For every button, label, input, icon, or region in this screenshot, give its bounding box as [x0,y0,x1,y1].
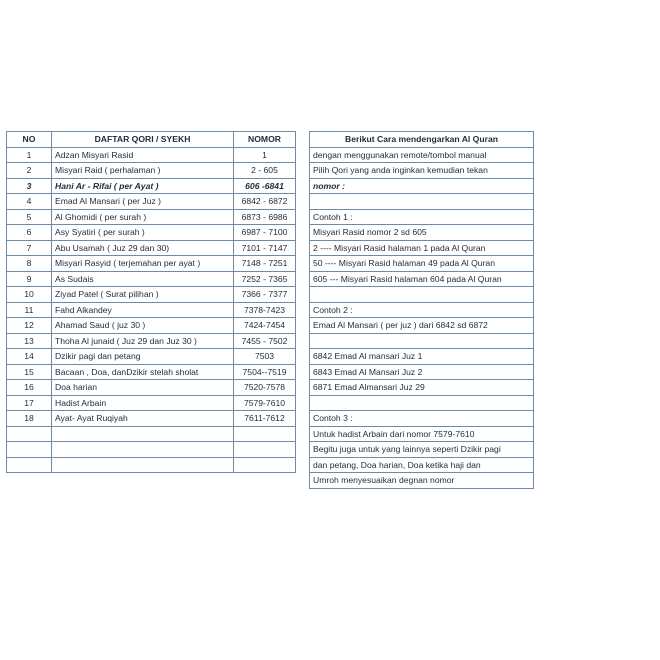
instructions-header-row [310,132,534,148]
row-number: 9 [7,271,52,287]
instruction-row [310,194,534,210]
table-row [7,240,296,256]
qori-nomor: 7455 - 7502 [234,333,296,349]
qori-nomor: 2 - 605 [234,163,296,179]
instruction-line: dengan menggunakan remote/tombol manual [310,147,534,163]
qori-name [52,442,234,458]
row-number: 15 [7,364,52,380]
table-row [7,271,296,287]
table-row [7,395,296,411]
table-row [7,380,296,396]
table-row [7,318,296,334]
qori-nomor: 7503 [234,349,296,365]
table-row [7,194,296,210]
instruction-row [310,333,534,349]
instruction-row [310,147,534,163]
instruction-line: Begitu juga untuk yang lainnya seperti Dzikir pagi [310,442,534,458]
qori-name: Dzikir pagi dan petang [52,349,234,365]
table-row [7,163,296,179]
table-row [7,333,296,349]
table-row [7,147,296,163]
qori-name: Misyari Rasyid ( terjemahan per ayat ) [52,256,234,272]
qori-name: Adzan Misyari Rasid [52,147,234,163]
qori-name [52,457,234,473]
row-number: 13 [7,333,52,349]
instruction-line: Misyari Rasid nomor 2 sd 605 [310,225,534,241]
qori-nomor: 7148 - 7251 [234,256,296,272]
table-row [7,411,296,427]
table-row [7,302,296,318]
qori-nomor: 7378-7423 [234,302,296,318]
table-row [7,442,296,458]
qori-name: Ahamad Saud ( juz 30 ) [52,318,234,334]
qori-nomor: 606 -6841 [234,178,296,194]
instruction-row [310,287,534,303]
row-number: 3 [7,178,52,194]
instruction-line [310,194,534,210]
qori-nomor: 7424-7454 [234,318,296,334]
instruction-row [310,302,534,318]
row-number: 4 [7,194,52,210]
row-number: 12 [7,318,52,334]
qori-nomor: 7611-7612 [234,411,296,427]
qori-nomor [234,426,296,442]
instruction-row [310,318,534,334]
instruction-line [310,395,534,411]
qori-nomor: 6987 - 7100 [234,225,296,241]
instruction-row [310,364,534,380]
qori-nomor: 6873 - 6986 [234,209,296,225]
qori-name: Al Ghomidi ( per surah ) [52,209,234,225]
row-number: 8 [7,256,52,272]
row-number: 10 [7,287,52,303]
instructions-body [310,147,534,488]
instruction-line: dan petang, Doa harian, Doa ketika haji dan [310,457,534,473]
instruction-row [310,426,534,442]
row-number: 11 [7,302,52,318]
qori-name: Ayat- Ayat Ruqiyah [52,411,234,427]
row-number: 16 [7,380,52,396]
row-number: 6 [7,225,52,241]
instructions-title: Berikut Cara mendengarkan Al Quran [310,132,534,148]
row-number: 17 [7,395,52,411]
row-number: 7 [7,240,52,256]
instruction-line: nomor : [310,178,534,194]
row-number: 18 [7,411,52,427]
instruction-row [310,225,534,241]
qori-name: Misyari Raid ( perhalaman ) [52,163,234,179]
qori-name: Thoha Al junaid ( Juz 29 dan Juz 30 ) [52,333,234,349]
table-row [7,426,296,442]
instruction-row [310,473,534,489]
qori-table-body [7,147,296,473]
row-number: 5 [7,209,52,225]
qori-name: As Sudais [52,271,234,287]
instruction-row [310,240,534,256]
table-row [7,349,296,365]
row-number [7,426,52,442]
instruction-line: Contoh 1 : [310,209,534,225]
instruction-line: 6843 Emad Al Mansari Juz 2 [310,364,534,380]
instruction-row [310,411,534,427]
row-number [7,457,52,473]
instruction-row [310,178,534,194]
header-nomor: NOMOR [234,132,296,148]
instruction-line: 6871 Emad Almansari Juz 29 [310,380,534,396]
qori-name: Doa harian [52,380,234,396]
instruction-line: Contoh 2 : [310,302,534,318]
instruction-line [310,333,534,349]
instruction-line [310,287,534,303]
header-daftar-qori: DAFTAR QORI / SYEKH [52,132,234,148]
qori-nomor [234,442,296,458]
instruction-line: Emad Al Mansari ( per juz ) dari 6842 sd 6872 [310,318,534,334]
qori-list-table [6,131,296,473]
table-row [7,256,296,272]
table-row [7,178,296,194]
instruction-line: 50 ---- Misyari Rasid halaman 49 pada Al Quran [310,256,534,272]
instruction-line: Pilih Qori yang anda inginkan kemudian tekan [310,163,534,179]
instruction-row [310,442,534,458]
qori-nomor: 7504--7519 [234,364,296,380]
instructions-table [309,131,534,489]
row-number [7,442,52,458]
instruction-row [310,457,534,473]
table-row [7,225,296,241]
instruction-row [310,271,534,287]
table-row [7,287,296,303]
instruction-line: Contoh 3 : [310,411,534,427]
qori-nomor [234,457,296,473]
row-number: 2 [7,163,52,179]
instruction-row [310,209,534,225]
instruction-line: 605 --- Misyari Rasid halaman 604 pada Al Quran [310,271,534,287]
qori-name: Emad Al Mansari ( per Juz ) [52,194,234,210]
instruction-row [310,395,534,411]
qori-nomor: 1 [234,147,296,163]
qori-name: Abu Usamah ( Juz 29 dan 30) [52,240,234,256]
qori-nomor: 7366 - 7377 [234,287,296,303]
table-row [7,364,296,380]
instruction-row [310,163,534,179]
table-row [7,209,296,225]
qori-name: Asy Syatiri ( per surah ) [52,225,234,241]
qori-nomor: 7520-7578 [234,380,296,396]
header-no: NO [7,132,52,148]
instruction-row [310,380,534,396]
instruction-line: 2 ---- Misyari Rasid halaman 1 pada Al Quran [310,240,534,256]
qori-name: Hadist Arbain [52,395,234,411]
qori-name: Fahd Alkandey [52,302,234,318]
qori-nomor: 7579-7610 [234,395,296,411]
instruction-row [310,349,534,365]
instruction-line: 6842 Emad Al mansari Juz 1 [310,349,534,365]
instruction-line: Umroh menyesuaikan degnan nomor [310,473,534,489]
qori-name: Hani Ar - Rifai ( per Ayat ) [52,178,234,194]
qori-table-header-row [7,132,296,148]
table-row [7,457,296,473]
qori-nomor: 7101 - 7147 [234,240,296,256]
qori-nomor: 7252 - 7365 [234,271,296,287]
qori-name: Ziyad Patel ( Surat pilihan ) [52,287,234,303]
instruction-line: Untuk hadist Arbain dari nomor 7579-7610 [310,426,534,442]
qori-nomor: 6842 - 6872 [234,194,296,210]
row-number: 14 [7,349,52,365]
row-number: 1 [7,147,52,163]
qori-name [52,426,234,442]
instruction-row [310,256,534,272]
qori-name: Bacaan , Doa, danDzikir stelah sholat [52,364,234,380]
